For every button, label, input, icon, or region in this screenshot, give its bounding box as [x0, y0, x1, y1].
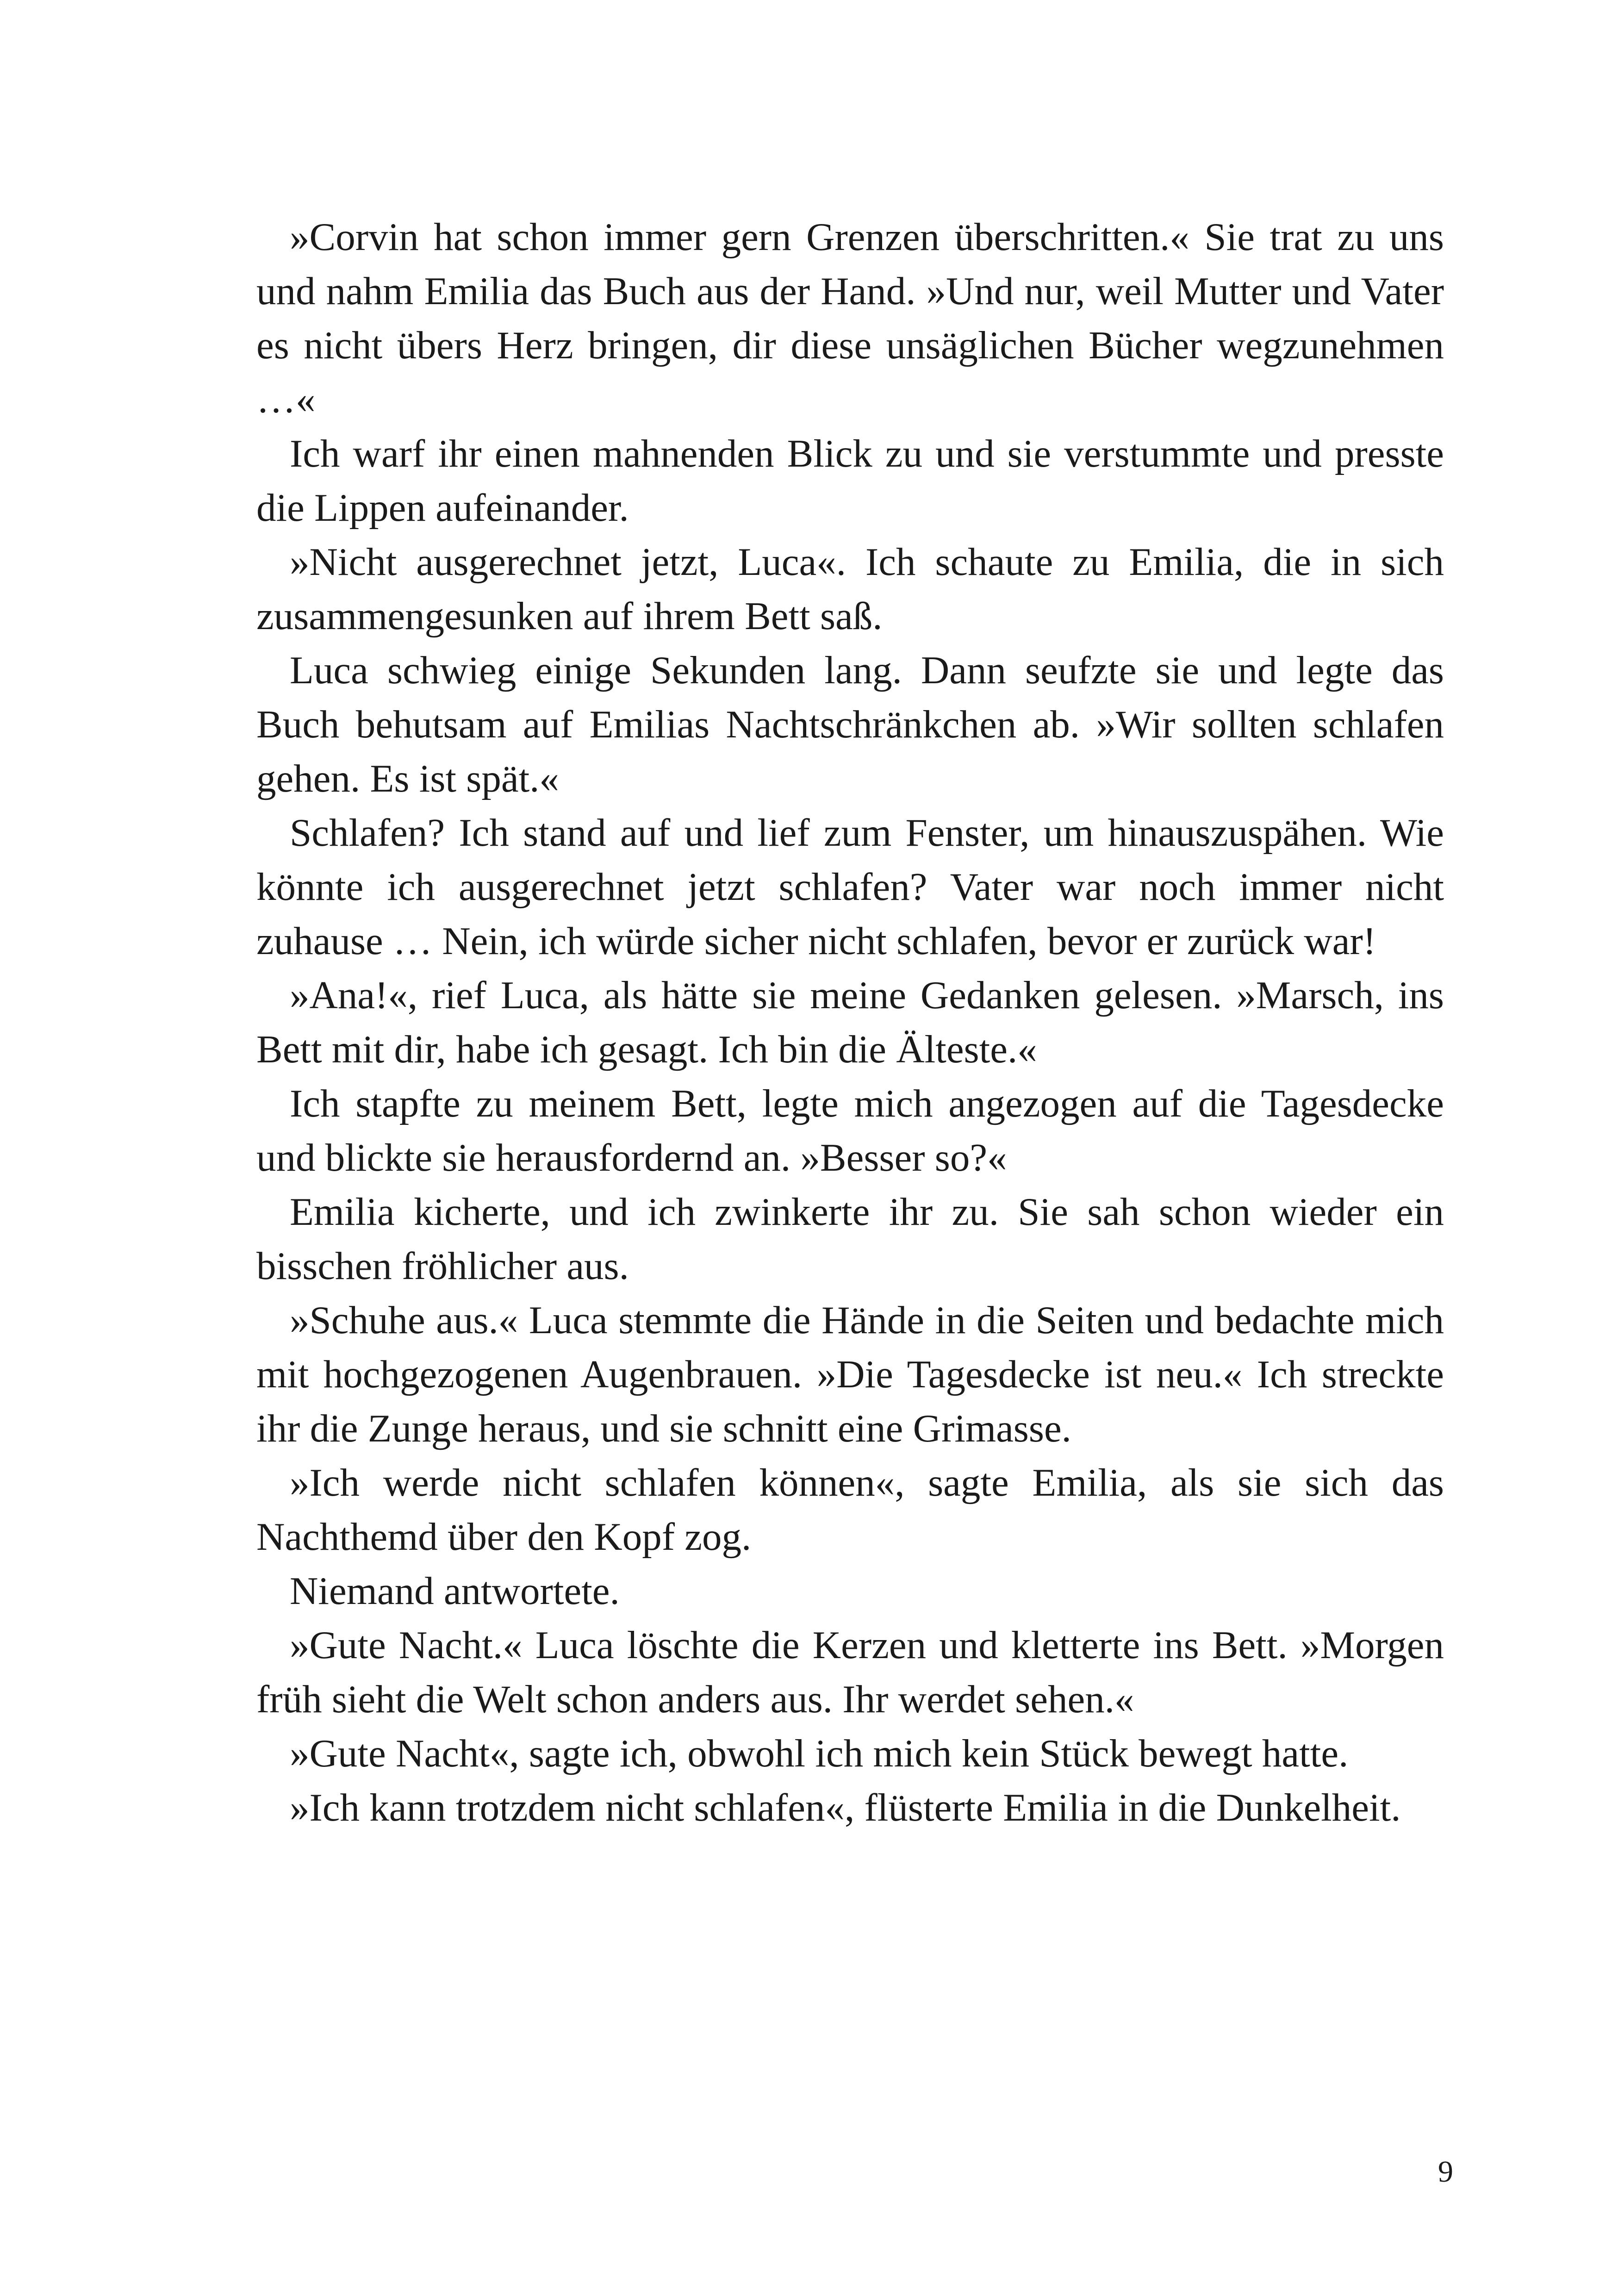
paragraph: Ich warf ihr einen mahnenden Blick zu und sie verstummte und presste die Lippen aufeinander. [256, 432, 1444, 530]
page-number: 9 [1438, 2155, 1453, 2189]
paragraph: »Gute Nacht«, sagte ich, obwohl ich mich kein Stück bewegt hatte. [290, 1732, 1349, 1775]
paragraph: »Ich kann trotzdem nicht schlafen«, flüsterte Emilia in die Dunkelheit. [290, 1786, 1401, 1829]
paragraph: »Nicht ausgerechnet jetzt, Luca«. Ich schaute zu Emilia, die in sich zusammengesunken auf ihrem Bett saß. [256, 540, 1444, 638]
paragraph: Schlafen? Ich stand auf und lief zum Fenster, um hinauszuspähen. Wie könnte ich ausgerechnet jetzt schlafen? Vater war noch immer nicht zuhause … Nein, ich würde sicher nicht schlafen, bevor er zurück war! [256, 811, 1444, 963]
paragraph: »Ana!«, rief Luca, als hätte sie meine Gedanken gelesen. »Marsch, ins Bett mit dir, habe ich gesagt. Ich bin die Älteste.« [256, 973, 1444, 1071]
paragraph: »Gute Nacht.« Luca löschte die Kerzen und kletterte ins Bett. »Morgen früh sieht die Welt schon anders aus. Ihr werdet sehen.« [256, 1623, 1444, 1721]
paragraph: Luca schwieg einige Sekunden lang. Dann seufzte sie und legte das Buch behutsam auf Emilias Nachtschränkchen ab. »Wir sollten schlafen gehen. Es ist spät.« [256, 649, 1444, 800]
paragraph: Emilia kicherte, und ich zwinkerte ihr zu. Sie sah schon wieder ein bisschen fröhlicher aus. [256, 1190, 1444, 1288]
paragraph: »Schuhe aus.« Luca stemmte die Hände in die Seiten und bedachte mich mit hochgezogenen Augenbrauen. »Die Tagesdecke ist neu.« Ich streckte ihr die Zunge heraus, und sie schnitt eine Grimasse. [256, 1298, 1444, 1450]
paragraph: Niemand antwortete. [290, 1569, 620, 1613]
body-text [256, 210, 1444, 1835]
paragraph: »Ich werde nicht schlafen können«, sagte Emilia, als sie sich das Nachthemd über den Kopf zog. [256, 1461, 1444, 1559]
paragraph: »Corvin hat schon immer gern Grenzen überschritten.« Sie trat zu uns und nahm Emilia das Buch aus der Hand. »Und nur, weil Mutter und Vater es nicht übers Herz bringen, dir diese unsäglichen Bücher wegzunehmen …« [256, 215, 1444, 421]
paragraph: Ich stapfte zu meinem Bett, legte mich angezogen auf die Tagesdecke und blickte sie herausfordernd an. »Besser so?« [256, 1082, 1444, 1179]
